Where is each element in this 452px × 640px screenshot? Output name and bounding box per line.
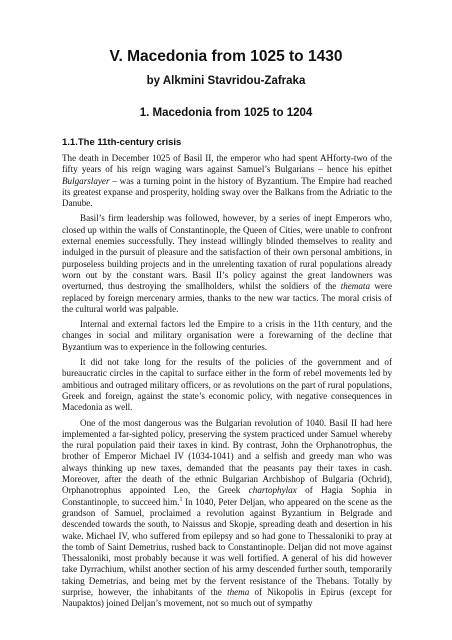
paragraph-5 [62, 418, 392, 610]
paragraph-2-text-c: were replaced by foreign mercenary armies, thanks to the new war tactics. The moral crisis of the cultural world was palpable. [62, 281, 392, 314]
paragraph-5-text-c: of Hagia Sophia in Constantinople, to succeed him. [62, 485, 392, 507]
paragraph-1-italic: Bulgarslayer [62, 175, 110, 186]
paragraph-1-text-a: The death in December 1025 of Basil II, the emperor who had spent AHforty-two of the fifty years of his reign waging wars against Samuel’s Bulgarians – hence his epithet [62, 153, 392, 175]
paragraph-4: It did not take long for the results of the policies of the government and of bureaucratic circles in the capital to surface either in the form of rebel movements led by ambitious and outraged military officers, or as revolutions on the part of rural populations, Greek and foreign, against the state’s economic policy, with negative consequences in Macedonia as well. [62, 357, 392, 413]
body-text [62, 153, 392, 614]
paragraph-2-text-a: Basil’s firm leadership was followed, however, by a series of inept Emperors who, closed up within the walls of Constantinople, the Queen of Cities, were unable to confront external enemies successfully. They instead willingly blinded themselves to reality and indulged in the pursuit of pleasure and the satisfaction of their own personal ambitions, in purposeless building projects and in the unrelenting taxation of rural populations already worn out by the constant wars. Basil II’s policy against the great landowners was overturned, thus destroying the smallholders, whilst the soldiers of the [62, 213, 392, 292]
paragraph-5-italic-b: chartophylax [248, 485, 297, 496]
paragraph-5-text-a: One of the most dangerous was the Bulgarian revolution of 1040. Basil II had here implemented a far-sighted policy, preserving the system practiced under Samuel whereby the rural population paid their taxes in kind. By contrast, John the Orphanotrophus, the brother of Emperor Michael IV (1034-1041) and a selfish and greedy man who was always thinking up new taxes, demanded that the peasants pay their taxes in cash. Moreover, after the death of the ethnic Bulgarian Archbishop of Bulgaria (Ochrid), Orphanotrophus appointed Leo, the Greek [62, 417, 392, 496]
paragraph-5-text-f: of Nikopolis in Epirus (except for Naupaktos) joined Deljan’s movement, not so much out of sympathy [62, 586, 392, 609]
paragraph-3: Internal and external factors led the Empire to a crisis in the 11th century, and the changes in social and military organisation were a forewarning of the decline that Byzantium was to experience in the following centuries. [62, 319, 392, 352]
section-title: 1. Macedonia from 1025 to 1204 [139, 107, 313, 119]
subsection-title: 1.1.The 11th-century crisis [62, 137, 182, 148]
paragraph-1-text-c: – was a turning point in the history of Byzantium. The Empire had reached its greatest expanse and prosperity, holding sway over the Balkans from the Adriatic to the Danube. [62, 175, 392, 209]
paragraph-2-italic: themata [340, 281, 370, 292]
paragraph-2 [62, 213, 392, 315]
paragraph-1 [62, 153, 392, 209]
paragraph-5-text-d: In 1040, Peter Deljan, who appeared on the scene as the grandson of Samuel, proclaimed a revolution against Byzantium in Belgrade and descended towards the south, to Naissus and Skopje, spreading death and desertion in his wake. Michael IV, who suffered from epilepsy and so had gone to Thessaloniki to pray at the tomb of Saint Demetrius, rushed back to Constantinople. Deljan did not move against Thessaloniki, most probably because it was well fortified. A general of his did however take Dyrrachium, whilst another section of his army descended further south, temporarily taking Demetrias, and being met by the fervent resistance of the Thebans. Totally by surprise, however, the inhabitants of the [62, 496, 392, 597]
paragraph-5-italic-e: thema [227, 586, 250, 597]
author-line: by Alkmini Stavridou-Zafraka [146, 75, 306, 87]
chapter-title: V. Macedonia from 1025 to 1430 [109, 48, 343, 65]
footnote-marker[interactable]: 1 [179, 496, 183, 503]
